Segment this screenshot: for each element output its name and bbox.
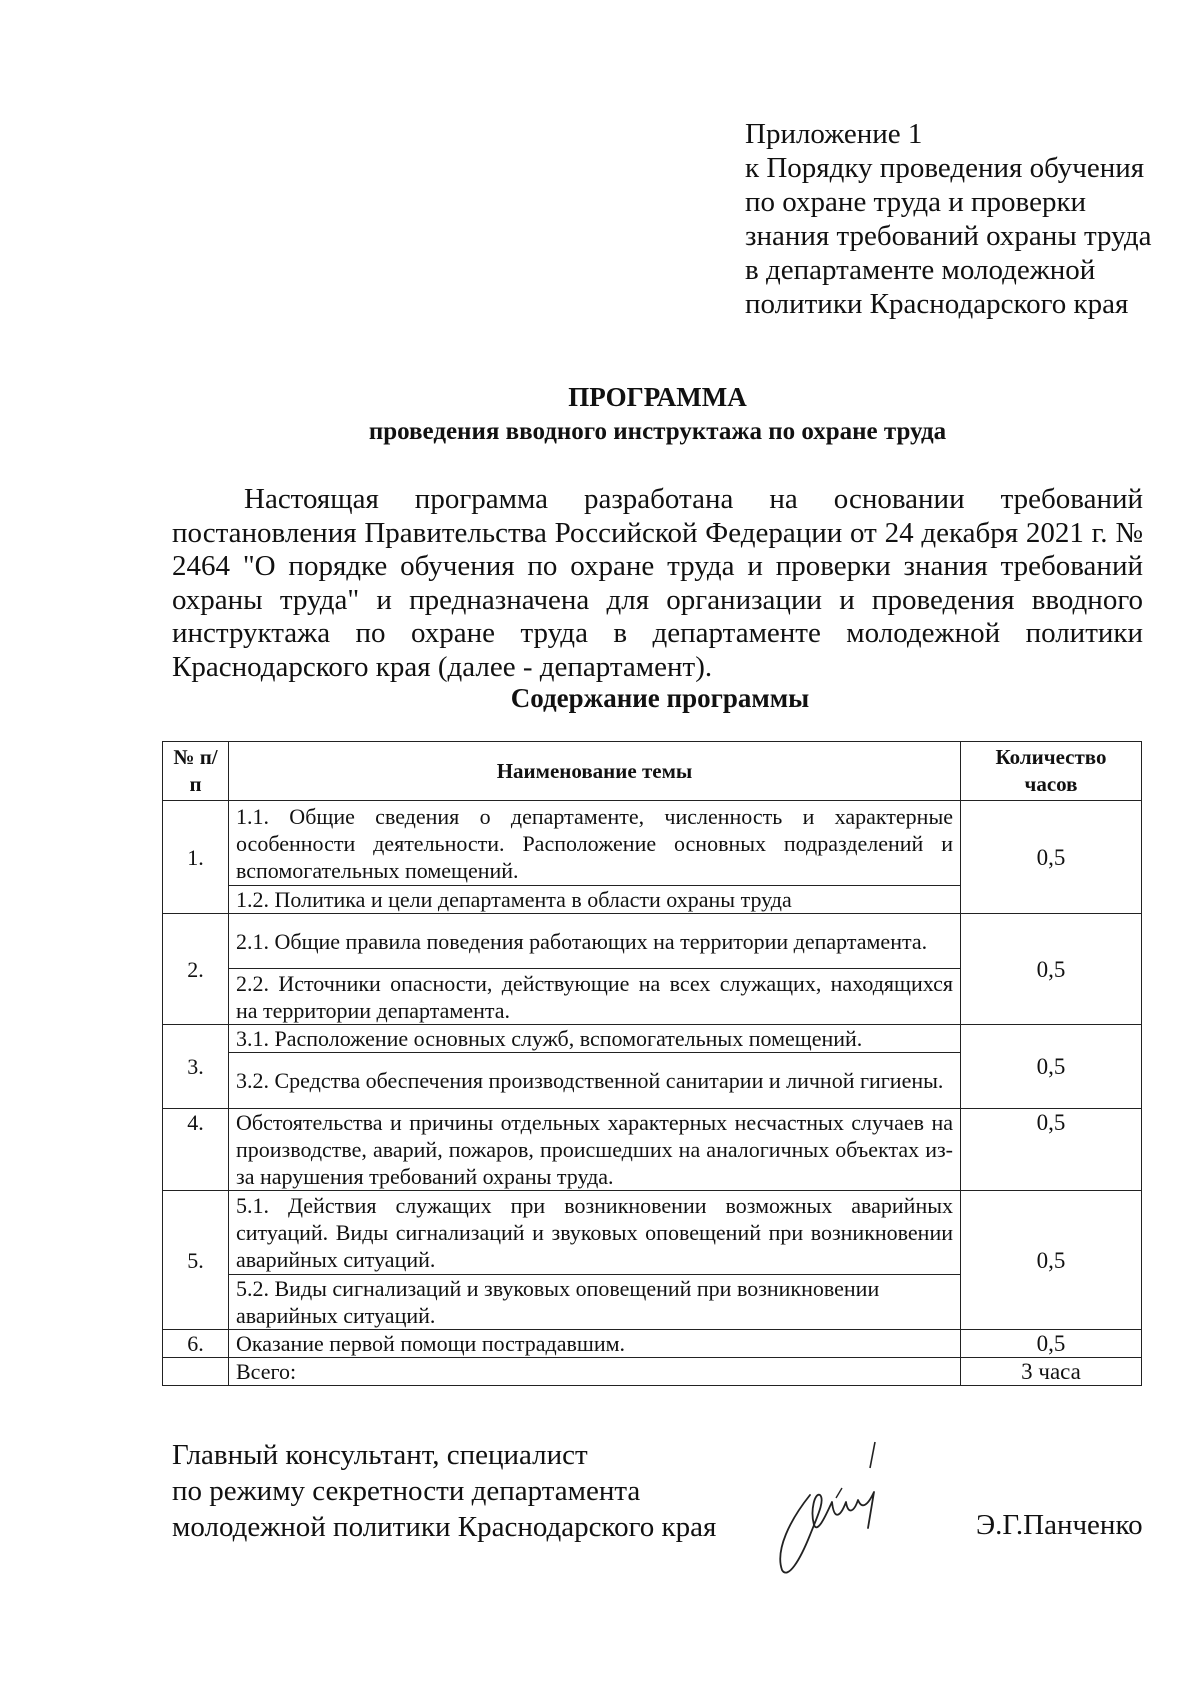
total-label: Всего: [229,1358,961,1386]
document-title: ПРОГРАММА [568,382,747,412]
topic-cell: Оказание первой помощи пострадавшим. [229,1330,961,1358]
intro-text: Настоящая программа разработана на основании требований постановления Правительства Российской Федерации от 24 декабря 2021 г. № 2464 "О порядке обучения по охране труда и проверки знания требований охраны труда" и предназначена для организации и проведения вводного инструктажа по охране труда в департаменте молодежной политики Краснодарского края (далее - департамент). [172,483,1143,683]
appendix-line: по охране труда и проверки [745,186,1087,218]
table-row [163,1191,1142,1275]
header-num: № п/п [163,742,229,801]
topic-cell: 1.1. Общие сведения о департаменте, численность и характерные особенности деятельности. Расположение основных подразделений и вспомогательных помещений. [229,801,961,886]
topic-cell: Обстоятельства и причины отдельных характерных несчастных случаев на производстве, аварий, пожаров, происшедших на аналогичных объектах из-за нарушения требований охраны труда. [229,1109,961,1191]
row-number: 5. [163,1191,229,1330]
intro-paragraph [172,483,1143,684]
row-number: 2. [163,914,229,1025]
hours-cell: 0,5 [961,1025,1142,1109]
table-header-row [163,742,1142,801]
position-line: молодежной политики Краснодарского края [172,1511,717,1543]
hours-cell: 0,5 [961,1330,1142,1358]
total-hours: 3 часа [961,1358,1142,1386]
header-topic: Наименование темы [229,742,961,801]
topic-cell: 3.2. Средства обеспечения производственной санитарии и личной гигиены. [229,1053,961,1109]
appendix-line: знания требований охраны труда [745,220,1152,252]
topic-cell: 1.2. Политика и цели департамента в области охраны труда [229,886,961,914]
topic-cell: 2.2. Источники опасности, действующие на всех служащих, находящихся на территории департамента. [229,969,961,1025]
appendix-line: политики Краснодарского края [745,288,1129,320]
appendix-line: к Порядку проведения обучения [745,152,1145,184]
hours-cell: 0,5 [961,914,1142,1025]
table-row [163,801,1142,886]
signer-name: Э.Г.Панченко [976,1509,1143,1541]
hours-cell: 0,5 [961,801,1142,914]
hours-cell: 0,5 [961,1191,1142,1330]
handwritten-signature [770,1440,900,1580]
document-subtitle: проведения вводного инструктажа по охране труда [368,418,947,445]
row-number: 4. [163,1109,229,1191]
signatory-position [172,1437,716,1545]
table-row [163,1330,1142,1358]
topic-cell: 3.1. Расположение основных служб, вспомогательных помещений. [229,1025,961,1053]
row-number: 3. [163,1025,229,1109]
topic-cell: 5.1. Действия служащих при возникновении возможных аварийных ситуаций. Виды сигнализаций и звуковых оповещений при возникновении аварийных ситуаций. [229,1191,961,1275]
row-number: 1. [163,801,229,914]
contents-heading: Содержание программы [510,683,810,713]
program-table [162,741,1142,1386]
table-row [163,1025,1142,1053]
appendix-block [745,117,1165,321]
table-row [163,914,1142,969]
position-line: Главный консультант, специалист [172,1439,588,1471]
topic-cell: 5.2. Виды сигнализаций и звуковых оповещений при возникновении аварийных ситуаций. [229,1275,961,1330]
topic-cell: 2.1. Общие правила поведения работающих на территории департамента. [229,914,961,969]
row-number: 6. [163,1330,229,1358]
total-number [163,1358,229,1386]
table-total-row [163,1358,1142,1386]
appendix-line: в департаменте молодежной [745,254,1096,286]
position-line: по режиму секретности департамента [172,1475,641,1507]
header-hours: Количество часов [961,742,1142,801]
table-row [163,1109,1142,1191]
appendix-line: Приложение 1 [745,118,923,150]
hours-cell: 0,5 [961,1109,1142,1191]
